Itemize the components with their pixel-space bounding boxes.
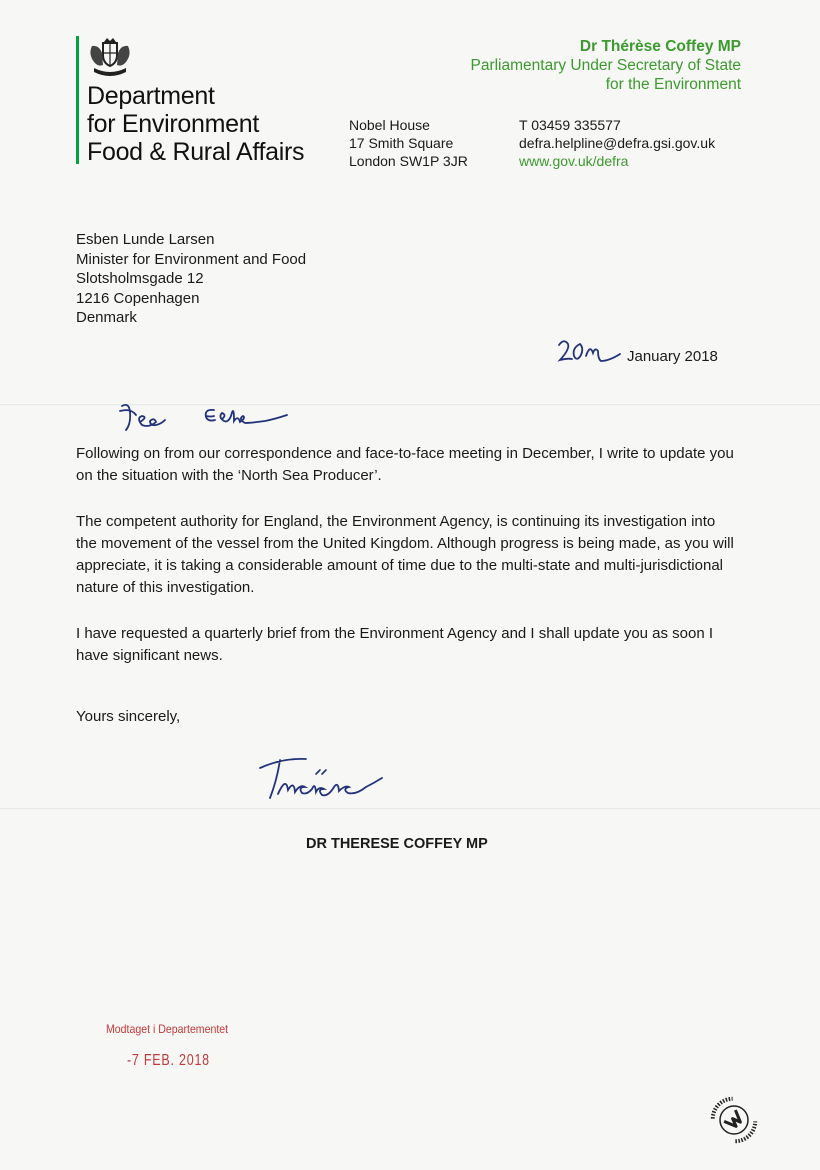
signatory-name: DR THERESE COFFEY MP — [306, 836, 488, 852]
recipient-address: Esben Lunde Larsen Minister for Environment and Food Slotsholmsgade 12 1216 Copenhagen Denmark — [76, 231, 307, 326]
minister-role-line: for the Environment — [605, 76, 741, 93]
body-paragraph: Following on from our correspondence and face-to-face meeting in December, I write to update you on the situation with the ‘North Sea Producer’. — [76, 445, 734, 484]
brand-green-rule — [76, 36, 79, 164]
received-stamp-date: -7 FEB. 2018 — [127, 1052, 210, 1069]
email-address[interactable]: defra.helpline@defra.gsi.gov.uk — [519, 135, 716, 151]
phone-number: T 03459 335577 — [519, 117, 621, 133]
handwritten-salutation — [116, 398, 288, 436]
department-name: Department for Environment Food & Rural Affairs — [87, 82, 305, 166]
paper-fold-line — [0, 808, 820, 810]
received-stamp-label: Modtaget i Departementet — [106, 1022, 229, 1036]
contact-details — [519, 116, 715, 170]
positive-about-disabled-people-icon — [702, 1088, 766, 1152]
royal-coat-of-arms-icon — [86, 36, 134, 80]
website-link[interactable]: www.gov.uk/defra — [519, 153, 629, 169]
letter-body — [76, 443, 736, 691]
handwritten-signature — [256, 750, 406, 810]
sender-address: Nobel House 17 Smith Square London SW1P 3JR — [349, 117, 468, 169]
closing-line: Yours sincerely, — [76, 708, 181, 725]
minister-role-line: Parliamentary Under Secretary of State — [470, 57, 741, 74]
letter-date: January 2018 — [627, 348, 718, 365]
body-paragraph: The competent authority for England, the Environment Agency, is continuing its investigation into the movement of the vessel from the United Kingdom. Although progress is being made, as you will appreciate, it is taking a considerable amount of time due to the multi-state and multi-jurisdictional nature of this investigation. — [76, 513, 734, 596]
minister-block — [470, 37, 741, 94]
minister-name: Dr Thérèse Coffey MP — [579, 38, 741, 55]
handwritten-date — [556, 336, 622, 366]
body-paragraph: I have requested a quarterly brief from the Environment Agency and I shall update you as soon I have significant news. — [76, 625, 714, 664]
